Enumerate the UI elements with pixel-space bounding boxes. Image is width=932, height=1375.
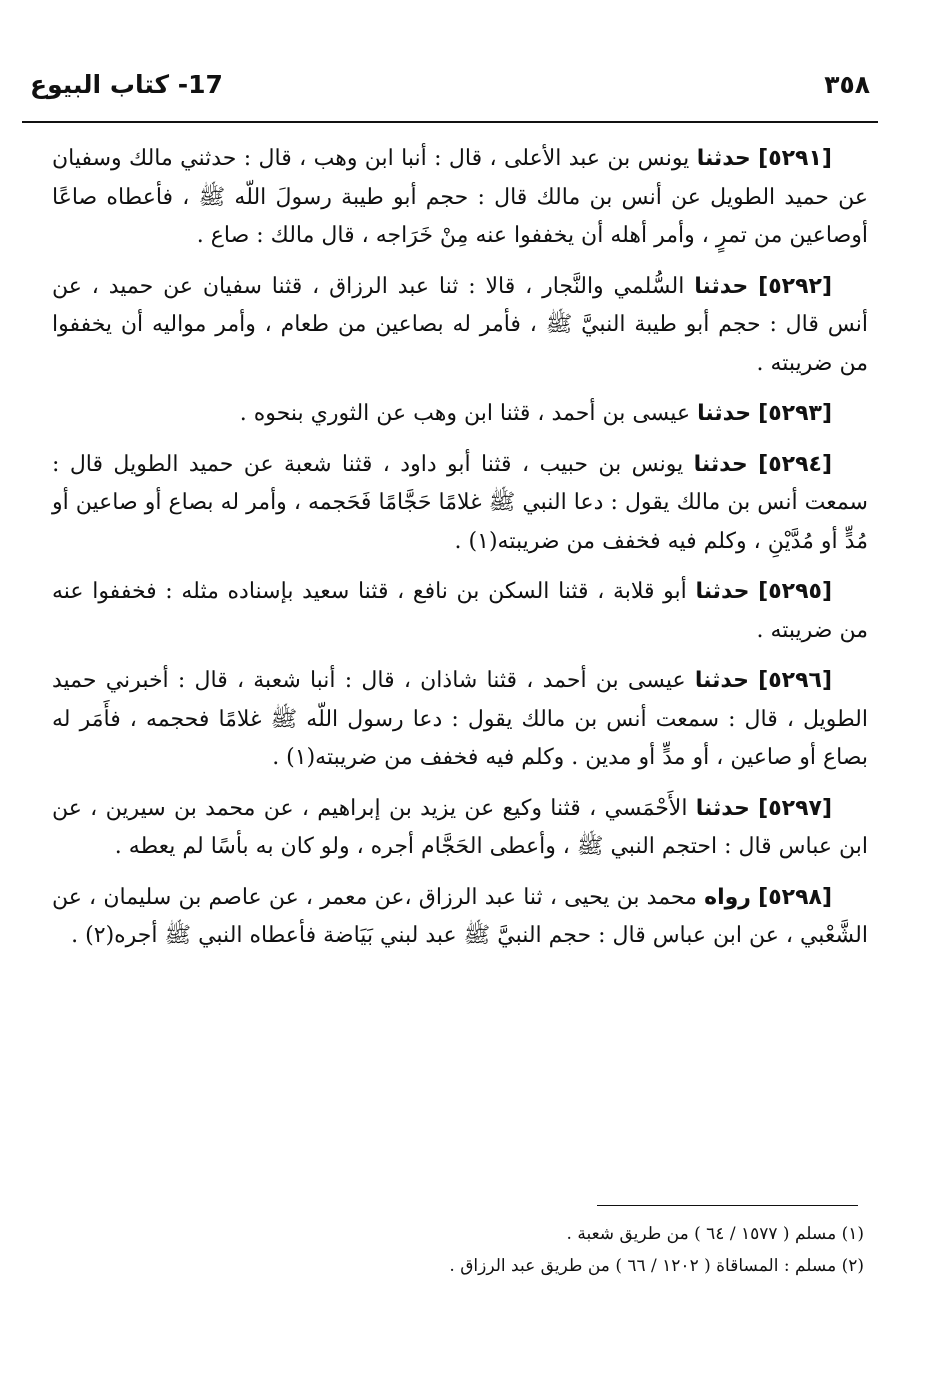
hadith-lead: حدثنا: [696, 146, 751, 171]
hadith-lead: حدثنا: [693, 451, 748, 477]
hadith-lead: حدثنا: [695, 579, 750, 604]
hadith-number: [٥٢٩٨]: [758, 884, 832, 910]
header-rule: [22, 121, 878, 123]
hadith-text: يونس بن عبد الأعلى ، قال : أنبا ابن وهب ، قال : حدثني مالك وسفيان عن حميد الطويل عن أنس بن مالك قال : حجم أبو طيبة رسولَ اللّه ﷺ ، فأعطاه صاعًا أوصاعين من تمرٍ ، وأمر أهله أن يخففوا عنه مِنْ خَرَاجه ، قال مالك : صاع .: [52, 146, 868, 248]
hadith-text: عيسى بن أحمد ، قثنا ابن وهب عن الثوري بنحوه .: [239, 401, 691, 426]
hadith-text: يونس بن حبيب ، قثنا أبو داود ، قثنا شعبة عن حميد الطويل قال : سمعت أنس بن مالك يقول : دعا النبي ﷺ غلامًا حَجَّامًا فَحَجمه ، وأمر له بصاع أو صاعين أو مُدٍّ أو مُدَّيْنِ ، وكلم فيه فخفف من ضريبته(١) .: [52, 451, 868, 554]
hadith-text: الأَحْمَسي ، قثنا وكيع عن يزيد بن إبراهيم ، عن محمد بن سيرين ، عن ابن عباس قال : احتجم النبي ﷺ ، وأعطى الحَجَّام أجره ، ولو كان به بأسًا لم يعطه .: [52, 795, 868, 859]
hadith-paragraph: [52, 879, 868, 956]
hadith-number: [٥٢٩٢]: [758, 273, 833, 299]
hadith-paragraph: [52, 140, 868, 256]
footnote: (١) مسلم ( ١٥٧٧ / ٦٤ ) من طريق شعبة .: [566, 1224, 864, 1244]
hadith-number: [٥٢٩٤]: [758, 451, 832, 477]
hadith-number: [٥٢٩٧]: [758, 795, 832, 821]
hadith-number: [٥٢٩٣]: [758, 401, 832, 426]
hadith-list: [52, 140, 868, 968]
hadith-paragraph: [52, 790, 868, 867]
hadith-lead: حدثنا: [694, 273, 749, 299]
footnote: (٢) مسلم : المساقاة ( ١٢٠٢ / ٦٦ ) من طريق عبد الرزاق .: [449, 1256, 864, 1276]
hadith-paragraph: [52, 662, 868, 778]
chapter-title: 17- كتاب البيوع: [30, 70, 223, 99]
hadith-paragraph: [52, 573, 868, 650]
page-number: ٣٥٨: [824, 70, 870, 99]
hadith-number: [٥٢٩١]: [758, 146, 832, 171]
hadith-lead: حدثنا: [697, 401, 752, 426]
hadith-lead: حدثنا: [694, 668, 749, 693]
hadith-paragraph: [52, 446, 868, 562]
footnote-rule: [597, 1205, 858, 1206]
hadith-text: محمد بن يحيى ، ثنا عبد الرزاق ،عن معمر ، عن عاصم بن سليمان ، عن الشَّعْبي ، عن ابن عباس قال : حجم النبيَّ ﷺ عبد لبني بَيَاضة فأعطاه النبي ﷺ أجره(٢) .: [52, 884, 868, 948]
page-header: [22, 70, 878, 112]
hadith-paragraph: [52, 395, 868, 434]
hadith-text: أبو قلابة ، قثنا السكن بن نافع ، قثنا سعيد بإسناده مثله : فخففوا عنه من ضريبته .: [52, 579, 868, 643]
hadith-text: عيسى بن أحمد ، قثنا شاذان ، قال : أنبا شعبة ، قال : أخبرني حميد الطويل ، قال : سمعت أنس بن مالك يقول : دعا رسول اللّه ﷺ غلامًا فحجمه ، فأَمَر له بصاع أو صاعين ، أو مدٍّ أو مدين . وكلم فيه فخفف من ضريبته(١) .: [52, 668, 868, 770]
hadith-lead: حدثنا: [695, 795, 750, 821]
hadith-number: [٥٢٩٥]: [758, 579, 833, 604]
hadith-paragraph: [52, 268, 868, 384]
hadith-lead: رواه: [704, 884, 751, 910]
footnotes: [52, 1218, 864, 1282]
hadith-number: [٥٢٩٦]: [758, 668, 833, 693]
hadith-text: السُّلمي والنَّجار ، قالا : ثنا عبد الرزاق ، قثنا سفيان عن حميد ، عن أنس قال : حجم أبو طيبة النبيَّ ﷺ ، فأمر له بصاعين من طعام ، وأمر مواليه أن يخففوا من ضريبته .: [52, 273, 868, 376]
